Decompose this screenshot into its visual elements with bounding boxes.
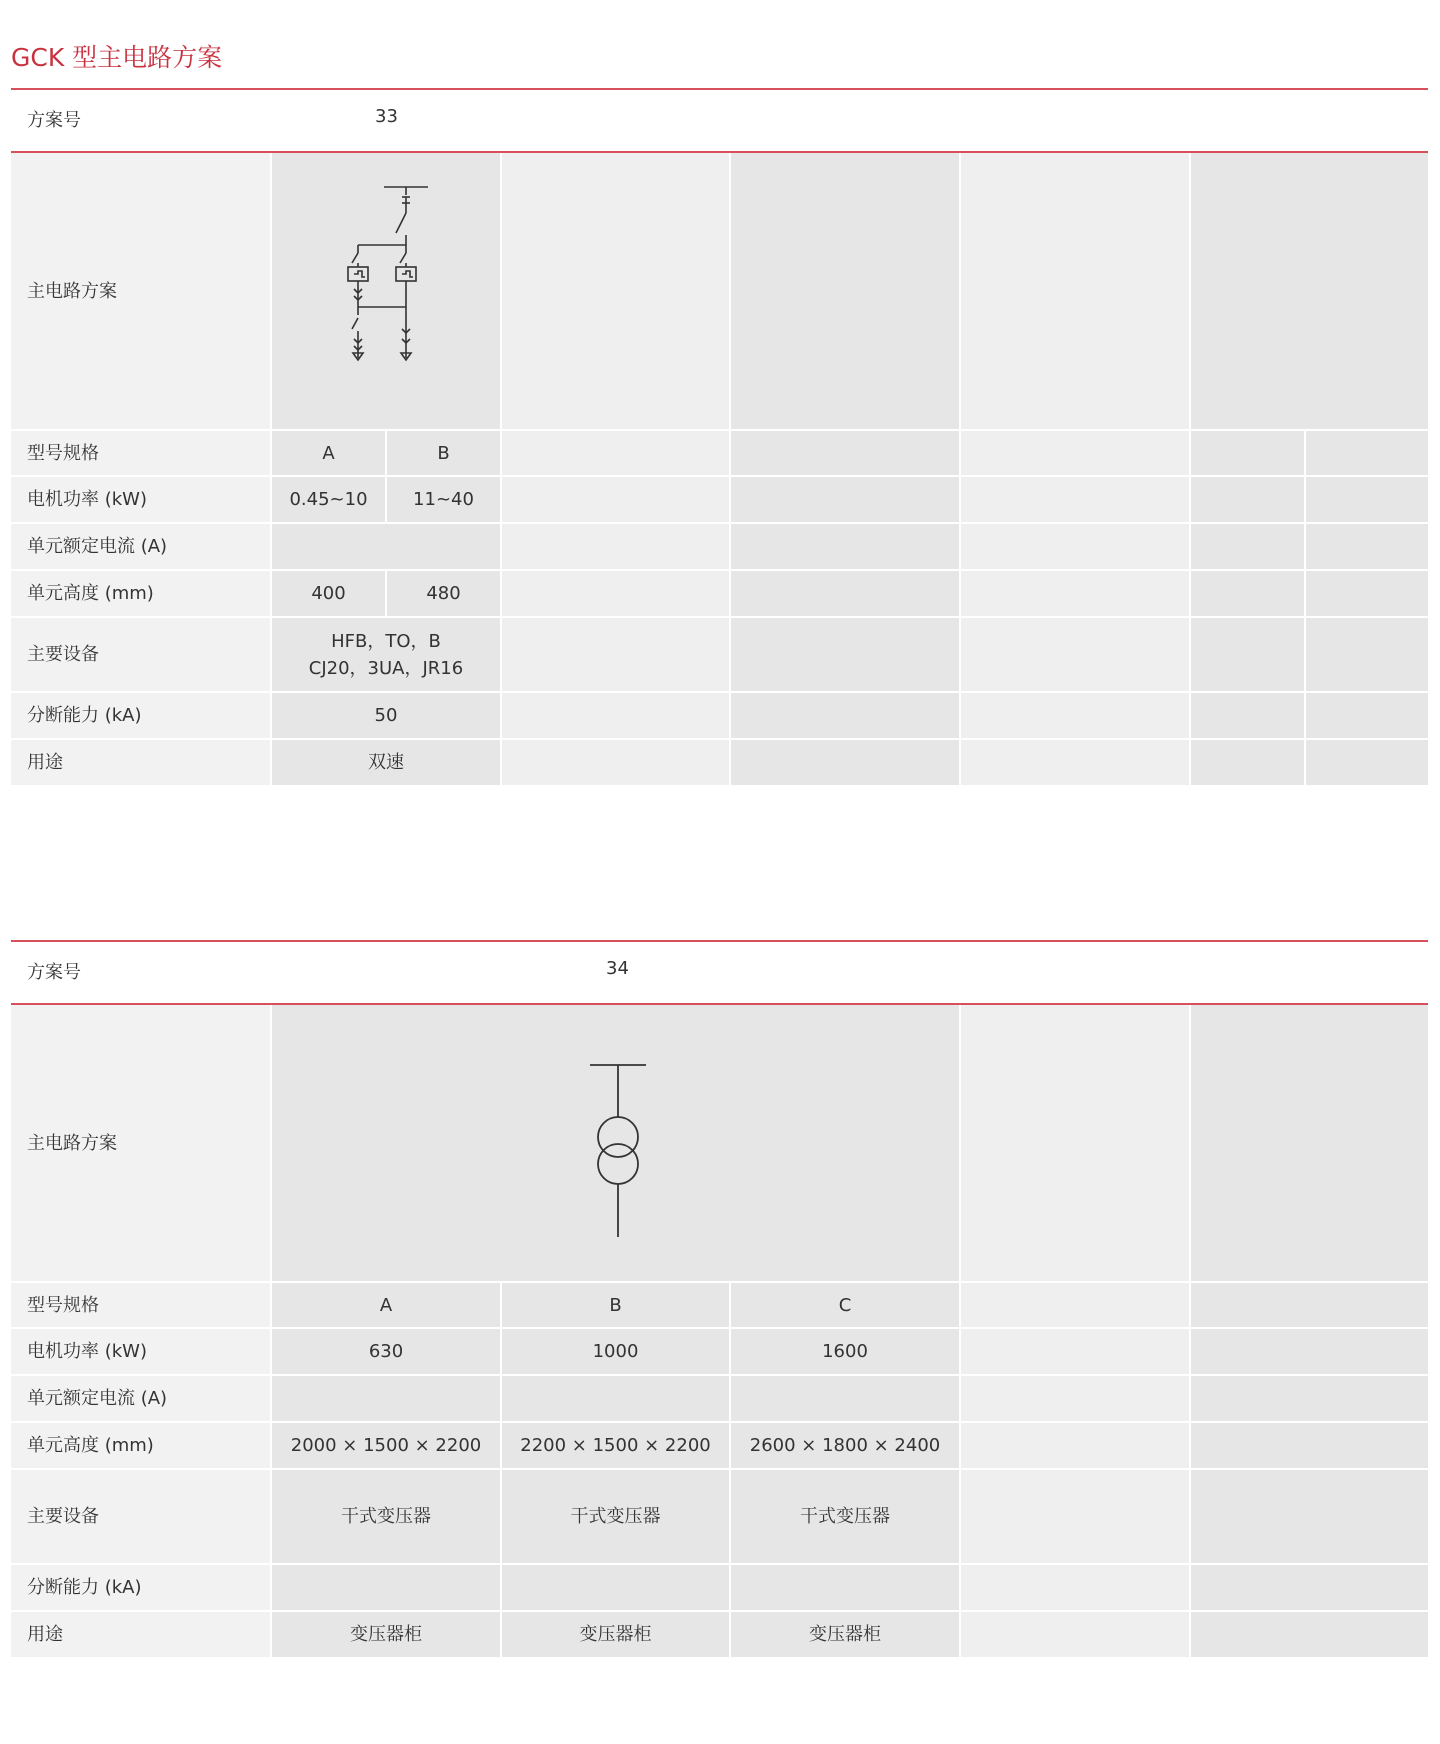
row-label-main-circuit: 主电路方案 <box>11 153 270 429</box>
empty-cell <box>1306 693 1428 738</box>
row-label-breaking-capacity: 分断能力 (kA) <box>11 1565 270 1610</box>
main-equipment-line-1: HFB，TO，B <box>331 630 441 652</box>
row-label-model: 型号规格 <box>11 431 270 475</box>
scheme-34-table <box>11 940 1428 1660</box>
empty-cell <box>1191 740 1304 785</box>
breaking-capacity-value: 50 <box>272 693 500 738</box>
scheme-number-label: 方案号 <box>27 110 81 131</box>
empty-cell <box>502 524 729 569</box>
row-label-usage: 用途 <box>11 740 270 785</box>
unit-height-a: 400 <box>272 571 385 616</box>
empty-cell <box>961 618 1189 691</box>
empty-cell <box>961 524 1189 569</box>
motor-two-speed-circuit-diagram <box>272 153 500 429</box>
unit-size-c: 2600 × 1800 × 2400 <box>731 1423 959 1468</box>
scheme-number-label: 方案号 <box>27 962 81 983</box>
motor-power-c: 1600 <box>731 1329 959 1374</box>
rated-current-c <box>731 1376 959 1421</box>
empty-cell <box>961 571 1189 616</box>
row-label-main-equipment: 主要设备 <box>11 1470 270 1563</box>
usage-a: 变压器柜 <box>272 1612 500 1657</box>
row-label-motor-power: 电机功率 (kW) <box>11 1329 270 1374</box>
usage-b: 变压器柜 <box>502 1612 729 1657</box>
model-b: B <box>502 1283 729 1327</box>
empty-cell <box>961 693 1189 738</box>
empty-cell <box>961 1470 1189 1563</box>
breaking-capacity-c <box>731 1565 959 1610</box>
empty-cell <box>1306 477 1428 522</box>
empty-cell <box>731 740 959 785</box>
empty-cell <box>731 693 959 738</box>
empty-cell <box>1306 431 1428 475</box>
empty-cell <box>961 1423 1189 1468</box>
circuit-diagram-cell <box>272 153 500 429</box>
motor-power-b: 11~40 <box>387 477 500 522</box>
empty-cell <box>502 477 729 522</box>
empty-cell <box>961 740 1189 785</box>
row-label-rated-current: 单元额定电流 (A) <box>11 524 270 569</box>
empty-cell <box>1191 1612 1428 1657</box>
empty-cell <box>961 1329 1189 1374</box>
empty-cell <box>731 153 959 429</box>
row-label-main-circuit: 主电路方案 <box>11 1005 270 1281</box>
motor-power-b: 1000 <box>502 1329 729 1374</box>
empty-cell <box>502 618 729 691</box>
empty-cell <box>502 571 729 616</box>
empty-cell <box>1191 693 1304 738</box>
circuit-diagram-cell <box>272 1005 959 1281</box>
empty-cell <box>1191 1005 1428 1281</box>
unit-size-a: 2000 × 1500 × 2200 <box>272 1423 500 1468</box>
row-label-usage: 用途 <box>11 1612 270 1657</box>
empty-cell <box>502 153 729 429</box>
empty-cell <box>1191 1376 1428 1421</box>
scheme-33-table <box>11 88 1428 788</box>
empty-cell <box>1191 431 1304 475</box>
breaking-capacity-a <box>272 1565 500 1610</box>
empty-cell <box>1191 524 1304 569</box>
rated-current-a <box>272 1376 500 1421</box>
model-a: A <box>272 431 385 475</box>
rated-current-value <box>272 524 500 569</box>
unit-height-b: 480 <box>387 571 500 616</box>
unit-size-b: 2200 × 1500 × 2200 <box>502 1423 729 1468</box>
empty-cell <box>731 618 959 691</box>
empty-cell <box>502 740 729 785</box>
model-b: B <box>387 431 500 475</box>
empty-cell <box>1191 1470 1428 1563</box>
empty-cell <box>1191 618 1304 691</box>
row-label-motor-power: 电机功率 (kW) <box>11 477 270 522</box>
empty-cell <box>731 431 959 475</box>
empty-cell <box>1191 477 1304 522</box>
main-equipment-value <box>272 618 500 691</box>
empty-cell <box>961 1283 1189 1327</box>
row-label-model: 型号规格 <box>11 1283 270 1327</box>
empty-cell <box>1191 571 1304 616</box>
top-rule <box>11 940 1428 942</box>
empty-cell <box>1191 1423 1428 1468</box>
usage-c: 变压器柜 <box>731 1612 959 1657</box>
motor-power-a: 630 <box>272 1329 500 1374</box>
empty-cell <box>961 1612 1189 1657</box>
empty-cell <box>731 524 959 569</box>
empty-cell <box>1191 153 1428 429</box>
empty-cell <box>502 693 729 738</box>
empty-cell <box>1306 618 1428 691</box>
main-equipment-c: 干式变压器 <box>731 1470 959 1563</box>
empty-cell <box>1191 1329 1428 1374</box>
model-c: C <box>731 1283 959 1327</box>
model-a: A <box>272 1283 500 1327</box>
empty-cell <box>961 477 1189 522</box>
breaking-capacity-b <box>502 1565 729 1610</box>
empty-cell <box>1306 571 1428 616</box>
main-equipment-line-2: CJ20，3UA，JR16 <box>308 657 464 679</box>
row-label-unit-height: 单元高度 (mm) <box>11 571 270 616</box>
main-equipment-b: 干式变压器 <box>502 1470 729 1563</box>
row-label-main-equipment: 主要设备 <box>11 618 270 691</box>
scheme-number-value: 33 <box>375 106 398 127</box>
rated-current-b <box>502 1376 729 1421</box>
empty-cell <box>1306 524 1428 569</box>
main-equipment-a: 干式变压器 <box>272 1470 500 1563</box>
empty-cell <box>961 1005 1189 1281</box>
empty-cell <box>961 1565 1189 1610</box>
empty-cell <box>961 431 1189 475</box>
empty-cell <box>502 431 729 475</box>
scheme-number-value: 34 <box>606 958 629 979</box>
usage-value: 双速 <box>272 740 500 785</box>
row-label-unit-height: 单元高度 (mm) <box>11 1423 270 1468</box>
transformer-circuit-diagram <box>272 1005 959 1281</box>
empty-cell <box>1306 740 1428 785</box>
empty-cell <box>961 1376 1189 1421</box>
empty-cell <box>731 477 959 522</box>
motor-power-a: 0.45~10 <box>272 477 385 522</box>
row-label-rated-current: 单元额定电流 (A) <box>11 1376 270 1421</box>
empty-cell <box>1191 1565 1428 1610</box>
empty-cell <box>961 153 1189 429</box>
top-rule <box>11 88 1428 90</box>
page-title: GCK 型主电路方案 <box>11 43 223 72</box>
empty-cell <box>731 571 959 616</box>
row-label-breaking-capacity: 分断能力 (kA) <box>11 693 270 738</box>
empty-cell <box>1191 1283 1428 1327</box>
